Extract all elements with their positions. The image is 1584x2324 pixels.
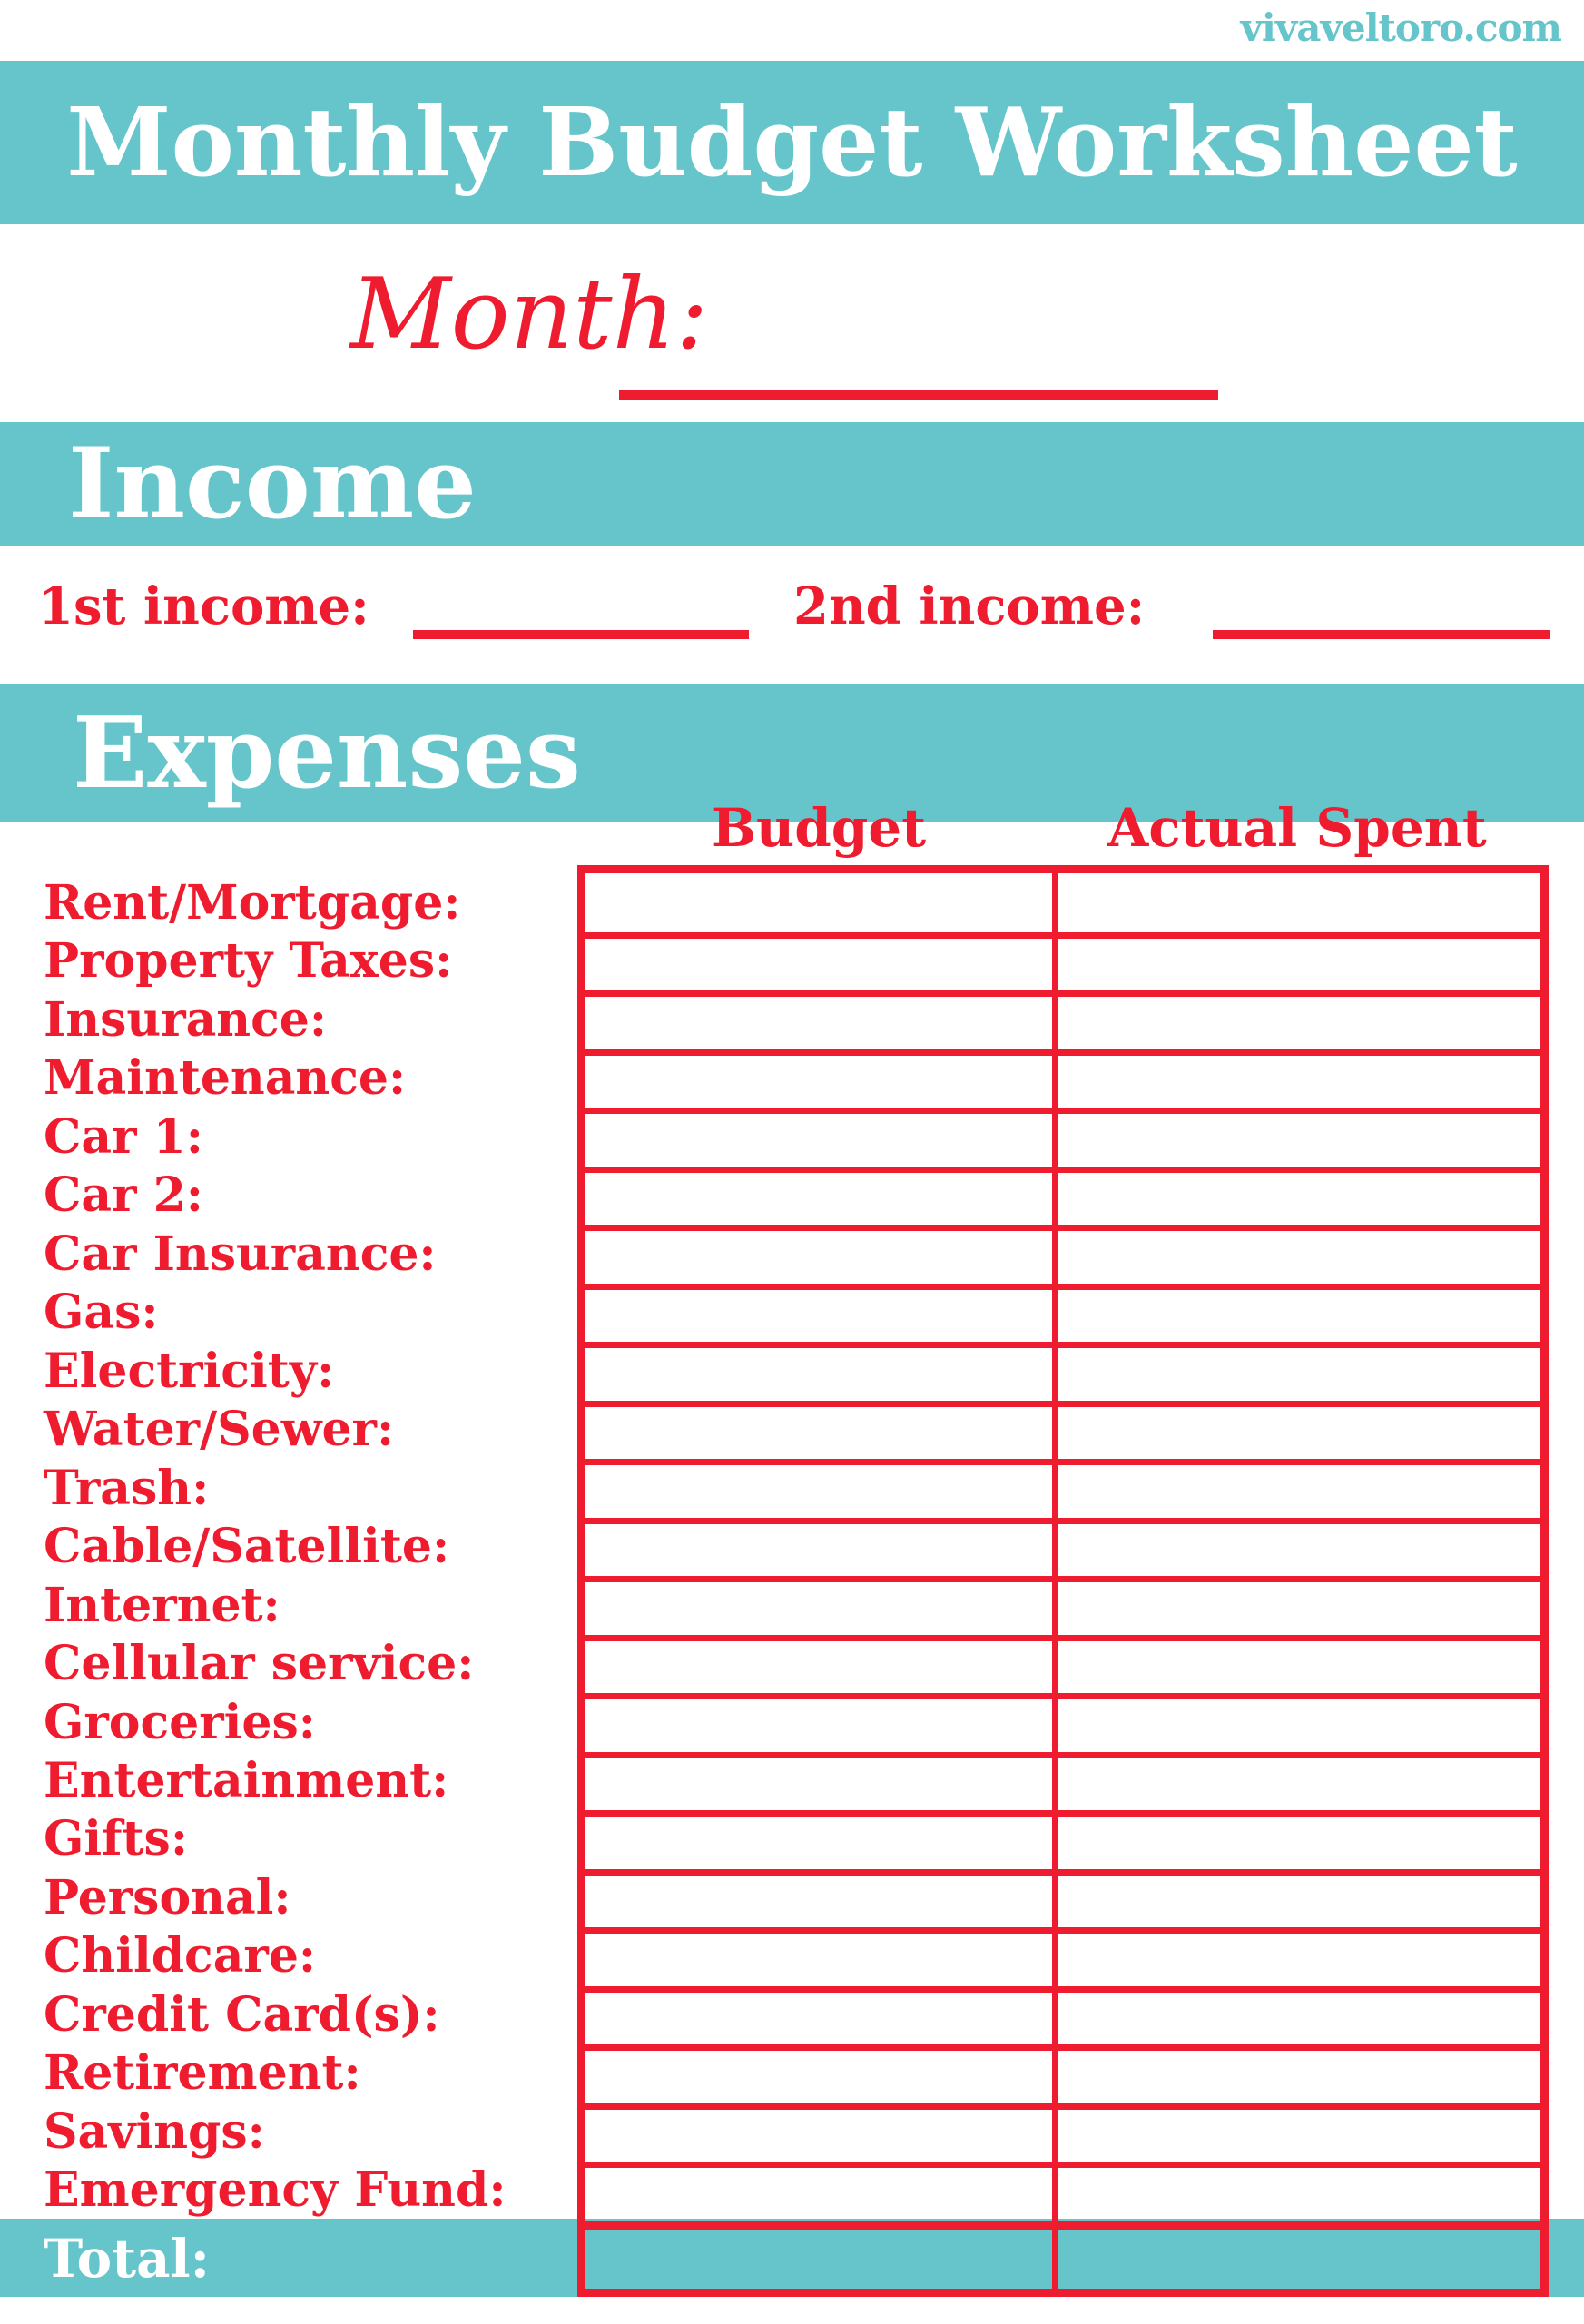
title-band: [0, 61, 1584, 224]
actual-spent-cell-property-taxes[interactable]: [1052, 932, 1540, 991]
actual-spent-cell-gas[interactable]: [1052, 1284, 1540, 1343]
expense-label-gas: Gas:: [44, 1285, 159, 1341]
first-income-label: 1st income:: [38, 576, 369, 636]
budget-cell-gas[interactable]: [585, 1284, 1052, 1343]
actual-spent-cell-groceries[interactable]: [1052, 1693, 1540, 1752]
budget-cell-emergency-fund[interactable]: [585, 2162, 1052, 2221]
actual-spent-cell-cellular-service[interactable]: [1052, 1635, 1540, 1694]
actual-spent-cell-insurance[interactable]: [1052, 990, 1540, 1049]
actual-spent-total-cell[interactable]: [1052, 2221, 1540, 2290]
actual-spent-cell-entertainment[interactable]: [1052, 1752, 1540, 1811]
budget-cell-cellular-service[interactable]: [585, 1635, 1052, 1694]
total-label: Total:: [44, 2228, 211, 2290]
budget-cell-car-insurance[interactable]: [585, 1225, 1052, 1284]
expense-table: [577, 865, 1549, 2297]
actual-spent-cell-trash[interactable]: [1052, 1459, 1540, 1518]
expense-label-property-taxes: Property Taxes:: [44, 933, 453, 990]
budget-cell-car-2[interactable]: [585, 1167, 1052, 1226]
actual-spent-column-header: Actual Spent: [1107, 797, 1487, 859]
budget-cell-entertainment[interactable]: [585, 1752, 1052, 1811]
budget-cell-trash[interactable]: [585, 1459, 1052, 1518]
expense-label-car-2: Car 2:: [44, 1167, 203, 1224]
expense-label-rent-mortgage: Rent/Mortgage:: [44, 874, 461, 931]
expense-labels: [44, 873, 570, 2220]
budget-cell-personal[interactable]: [585, 1869, 1052, 1928]
site-credit: vivaveltoro.com: [1240, 5, 1561, 50]
income-heading: Income: [68, 427, 477, 541]
expense-label-water-sewer: Water/Sewer:: [44, 1402, 395, 1458]
expense-label-electricity: Electricity:: [44, 1343, 335, 1399]
budget-cell-groceries[interactable]: [585, 1693, 1052, 1752]
actual-spent-cell-personal[interactable]: [1052, 1869, 1540, 1928]
actual-spent-cell-credit-card-s[interactable]: [1052, 1986, 1540, 2045]
expense-label-gifts: Gifts:: [44, 1811, 189, 1867]
second-income-label: 2nd income:: [793, 576, 1146, 636]
expense-label-credit-card-s: Credit Card(s):: [44, 1986, 440, 2043]
expense-label-childcare: Childcare:: [44, 1928, 317, 1984]
actual-spent-cell-rent-mortgage[interactable]: [1052, 873, 1540, 932]
budget-cell-maintenance[interactable]: [585, 1049, 1052, 1108]
budget-cell-cable-satellite[interactable]: [585, 1518, 1052, 1577]
expense-label-entertainment: Entertainment:: [44, 1753, 449, 1808]
budget-cell-rent-mortgage[interactable]: [585, 873, 1052, 932]
second-income-fill-in-line[interactable]: [1213, 630, 1550, 639]
actual-spent-cell-cable-satellite[interactable]: [1052, 1518, 1540, 1577]
page-title: Monthly Budget Worksheet: [66, 86, 1518, 198]
actual-spent-cell-car-1[interactable]: [1052, 1108, 1540, 1167]
income-section-header: [0, 422, 1584, 546]
expense-label-cellular-service: Cellular service:: [44, 1636, 475, 1692]
actual-spent-cell-car-insurance[interactable]: [1052, 1225, 1540, 1284]
actual-spent-cell-maintenance[interactable]: [1052, 1049, 1540, 1108]
budget-cell-insurance[interactable]: [585, 990, 1052, 1049]
actual-spent-cell-savings[interactable]: [1052, 2103, 1540, 2162]
expense-label-car-1: Car 1:: [44, 1108, 203, 1165]
expense-label-emergency-fund: Emergency Fund:: [44, 2162, 507, 2219]
expense-label-car-insurance: Car Insurance:: [44, 1226, 437, 1282]
expenses-heading: Expenses: [73, 696, 581, 811]
budget-cell-car-1[interactable]: [585, 1108, 1052, 1167]
month-label: Month:: [350, 258, 709, 371]
expense-label-maintenance: Maintenance:: [44, 1050, 407, 1107]
expense-label-trash: Trash:: [44, 1460, 210, 1516]
budget-cell-gifts[interactable]: [585, 1810, 1052, 1869]
expense-label-insurance: Insurance:: [44, 991, 328, 1048]
budget-cell-credit-card-s[interactable]: [585, 1986, 1052, 2045]
budget-cell-water-sewer[interactable]: [585, 1401, 1052, 1460]
expense-label-savings: Savings:: [44, 2103, 265, 2160]
budget-cell-retirement[interactable]: [585, 2044, 1052, 2103]
budget-cell-internet[interactable]: [585, 1576, 1052, 1635]
expense-label-personal: Personal:: [44, 1869, 291, 1925]
expense-label-cable-satellite: Cable/Satellite:: [44, 1519, 450, 1575]
income-fields-row: [0, 570, 1584, 643]
actual-spent-cell-retirement[interactable]: [1052, 2044, 1540, 2103]
budget-total-cell[interactable]: [585, 2221, 1052, 2290]
expense-label-retirement: Retirement:: [44, 2045, 361, 2102]
budget-column-header: Budget: [712, 797, 926, 859]
expense-label-internet: Internet:: [44, 1577, 280, 1633]
first-income-fill-in-line[interactable]: [413, 630, 749, 639]
actual-spent-cell-gifts[interactable]: [1052, 1810, 1540, 1869]
actual-spent-cell-internet[interactable]: [1052, 1576, 1540, 1635]
budget-cell-electricity[interactable]: [585, 1342, 1052, 1401]
budget-cell-savings[interactable]: [585, 2103, 1052, 2162]
actual-spent-cell-emergency-fund[interactable]: [1052, 2162, 1540, 2221]
month-fill-in-line[interactable]: [619, 390, 1218, 400]
actual-spent-cell-childcare[interactable]: [1052, 1927, 1540, 1986]
actual-spent-cell-electricity[interactable]: [1052, 1342, 1540, 1401]
budget-cell-childcare[interactable]: [585, 1927, 1052, 1986]
actual-spent-cell-car-2[interactable]: [1052, 1167, 1540, 1226]
actual-spent-cell-water-sewer[interactable]: [1052, 1401, 1540, 1460]
expense-label-groceries: Groceries:: [44, 1694, 316, 1750]
budget-cell-property-taxes[interactable]: [585, 932, 1052, 991]
